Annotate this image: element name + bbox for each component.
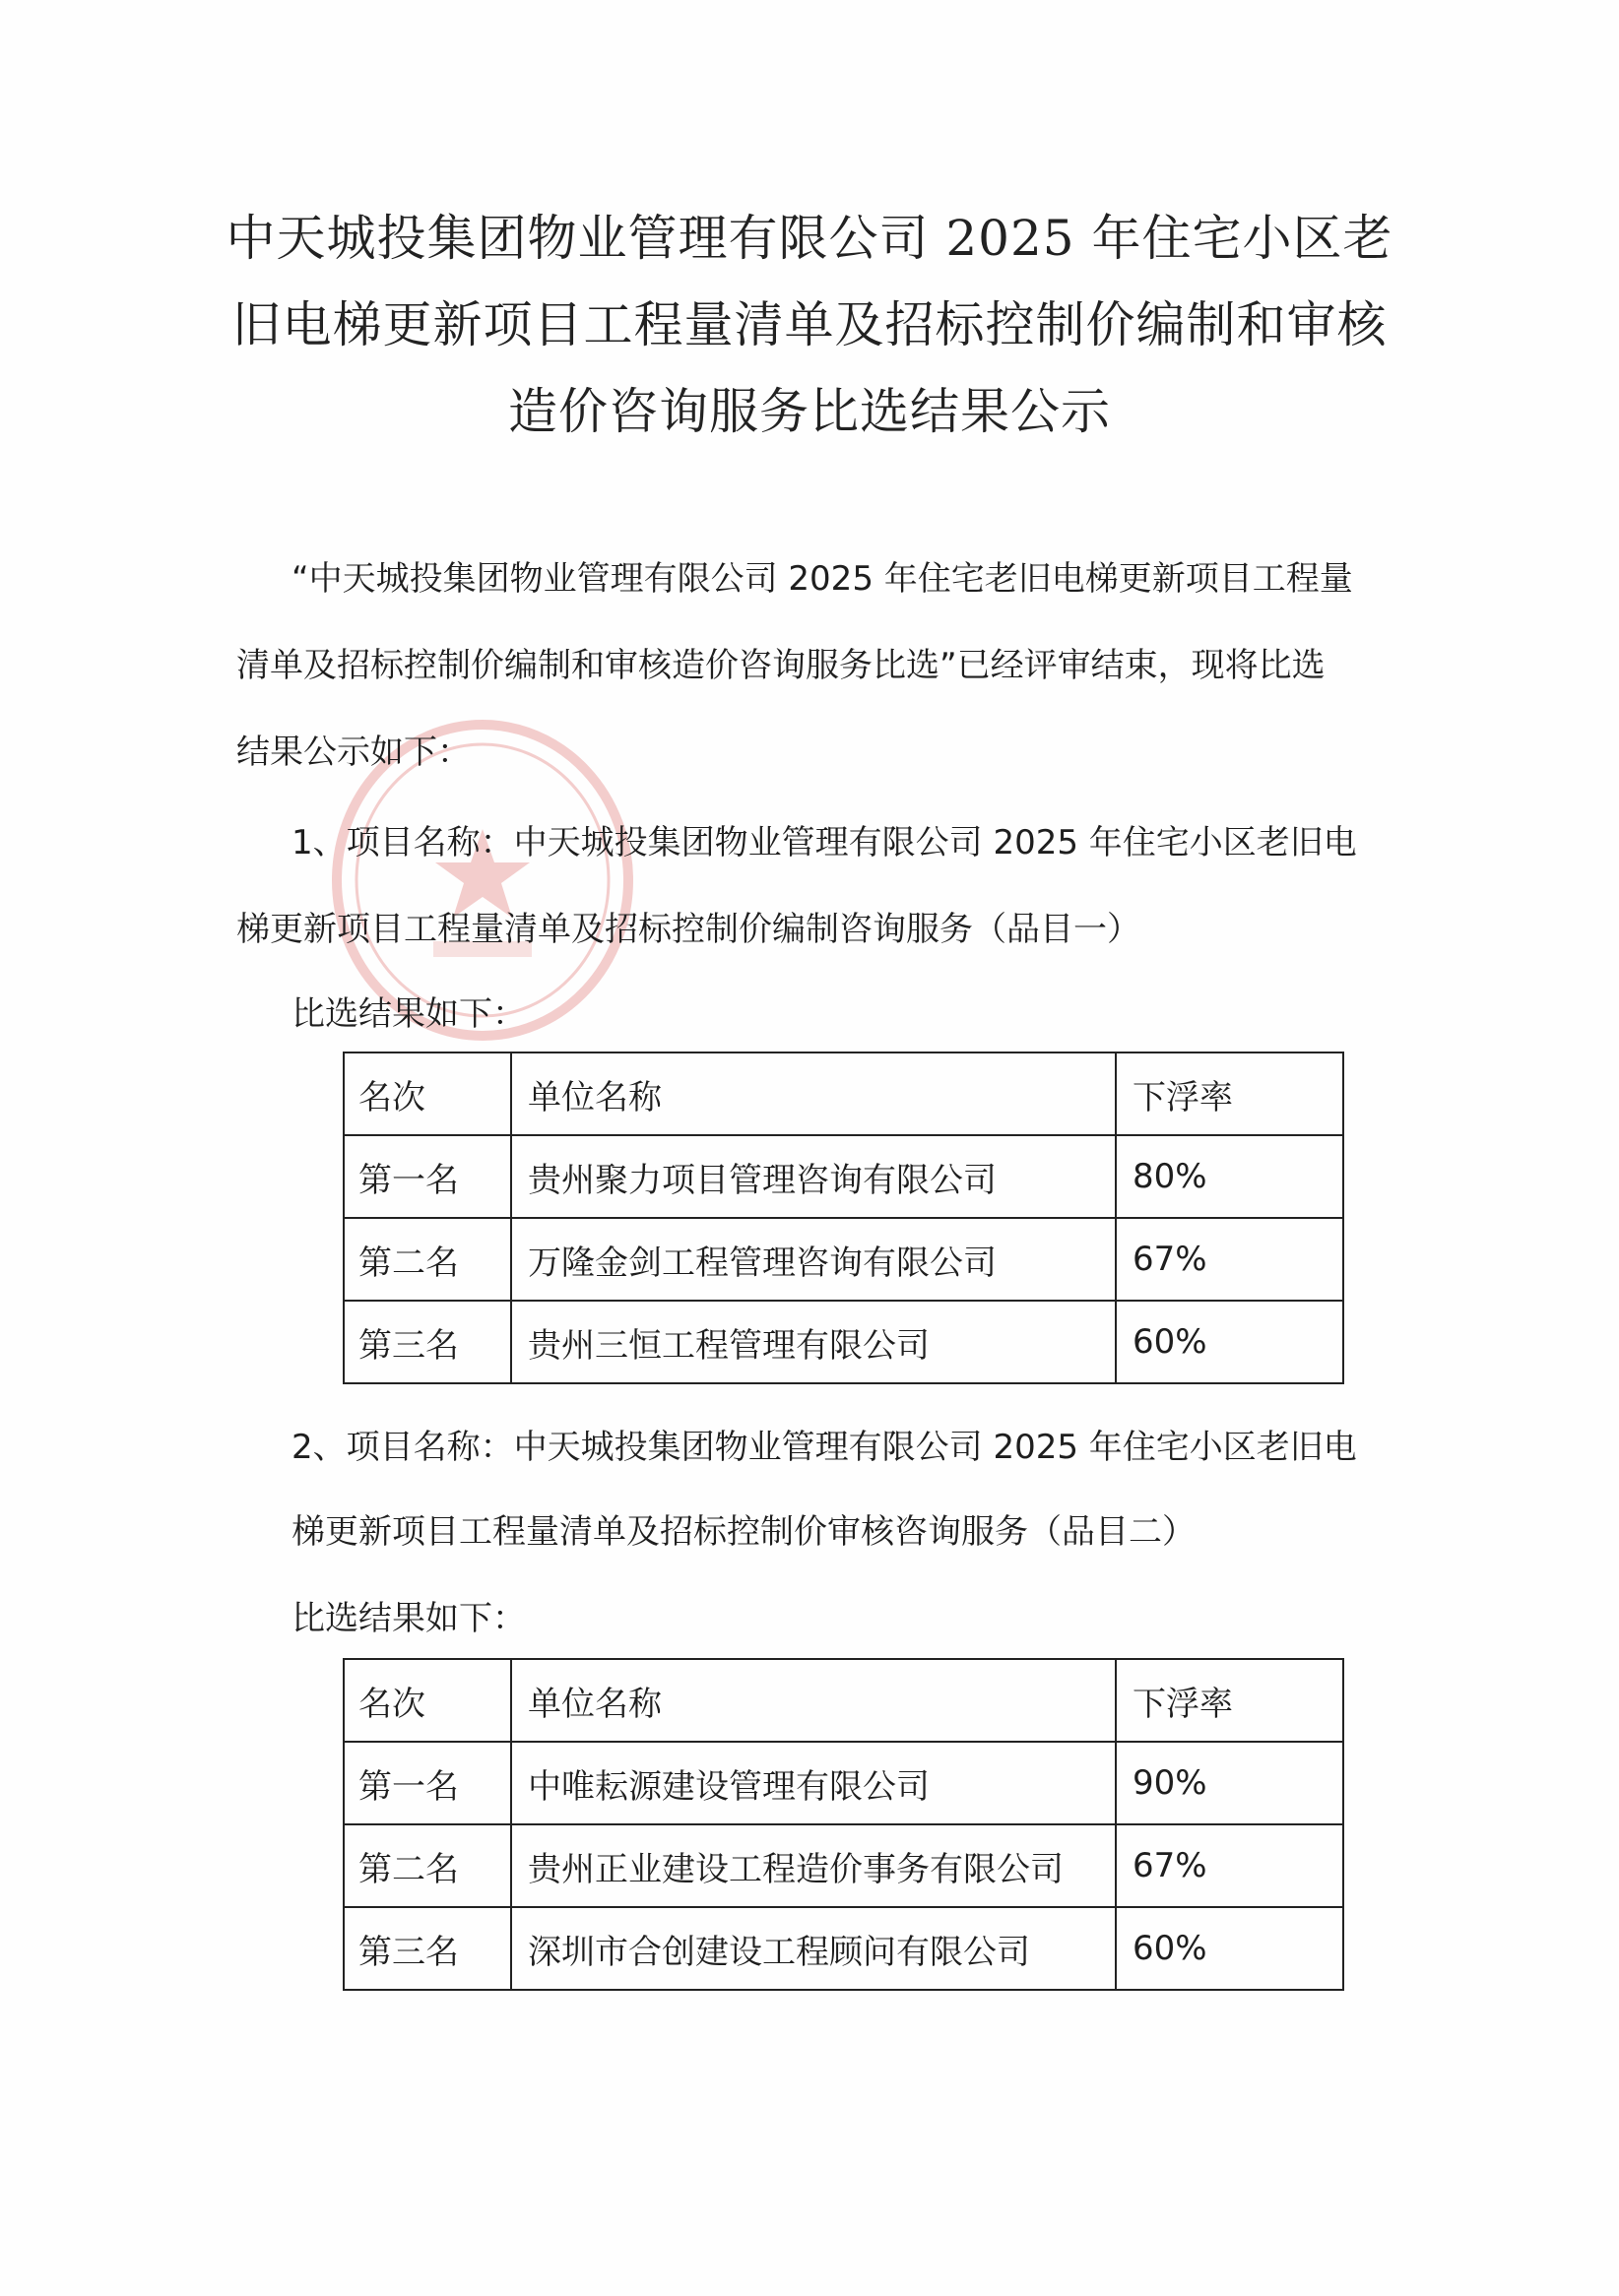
rank-cell: 第二名 [344,1824,511,1907]
company-cell: 深圳市合创建设工程顾问有限公司 [511,1907,1116,1990]
project1-name-line-1: 1、项目名称：中天城投集团物业管理有限公司 2025 年住宅小区老旧电 [291,823,1357,862]
company-cell: 贵州正业建设工程造价事务有限公司 [511,1824,1116,1907]
project1-result-label: 比选结果如下： [291,994,526,1034]
company-cell: 贵州三恒工程管理有限公司 [511,1301,1116,1383]
title-line-2: 旧电梯更新项目工程量清单及招标控制价编制和审核 [231,296,1388,353]
header-company: 单位名称 [511,1052,1116,1135]
project2-name-line-1: 2、项目名称：中天城投集团物业管理有限公司 2025 年住宅小区老旧电 [291,1428,1357,1467]
rate-cell: 67% [1116,1218,1343,1301]
project2-results-table [343,1658,1344,1991]
rank-cell: 第一名 [344,1135,511,1218]
intro-line-1: “中天城投集团物业管理有限公司 2025 年住宅老旧电梯更新项目工程量 [291,559,1353,599]
header-company: 单位名称 [511,1659,1116,1742]
project1-results-table [343,1052,1344,1384]
rate-cell: 60% [1116,1907,1343,1990]
table-row [344,1824,1343,1907]
intro-line-2: 清单及招标控制价编制和审核造价咨询服务比选”已经评审结束，现将比选 [236,646,1326,685]
document-title [197,195,1422,455]
table-row [344,1907,1343,1990]
header-rank: 名次 [344,1659,511,1742]
company-cell: 万隆金剑工程管理咨询有限公司 [511,1218,1116,1301]
intro-paragraph [236,557,1379,817]
table-row [344,1135,1343,1218]
rate-cell: 67% [1116,1824,1343,1907]
rank-cell: 第二名 [344,1218,511,1301]
rank-cell: 第三名 [344,1907,511,1990]
header-rank: 名次 [344,1052,511,1135]
table-row [344,1301,1343,1383]
table-header-row [344,1052,1343,1135]
title-line-1: 中天城投集团物业管理有限公司 2025 年住宅小区老 [226,210,1393,267]
company-cell: 贵州聚力项目管理咨询有限公司 [511,1135,1116,1218]
rate-cell: 80% [1116,1135,1343,1218]
rank-cell: 第三名 [344,1301,511,1383]
intro-line-3: 结果公示如下： [236,733,471,772]
header-discount-rate: 下浮率 [1116,1052,1343,1135]
table-row [344,1742,1343,1824]
title-line-3: 造价咨询服务比选结果公示 [508,383,1111,440]
project2-result-label: 比选结果如下： [291,1599,526,1638]
rate-cell: 90% [1116,1742,1343,1824]
table-row [344,1218,1343,1301]
rank-cell: 第一名 [344,1742,511,1824]
company-cell: 中唯耘源建设管理有限公司 [511,1742,1116,1824]
project2-name-line-2: 梯更新项目工程量清单及招标控制价审核咨询服务（品目二） [291,1512,1196,1552]
header-discount-rate: 下浮率 [1116,1659,1343,1742]
table-header-row [344,1659,1343,1742]
project1-name-line-2: 梯更新项目工程量清单及招标控制价编制咨询服务（品目一） [236,910,1140,949]
rate-cell: 60% [1116,1301,1343,1383]
